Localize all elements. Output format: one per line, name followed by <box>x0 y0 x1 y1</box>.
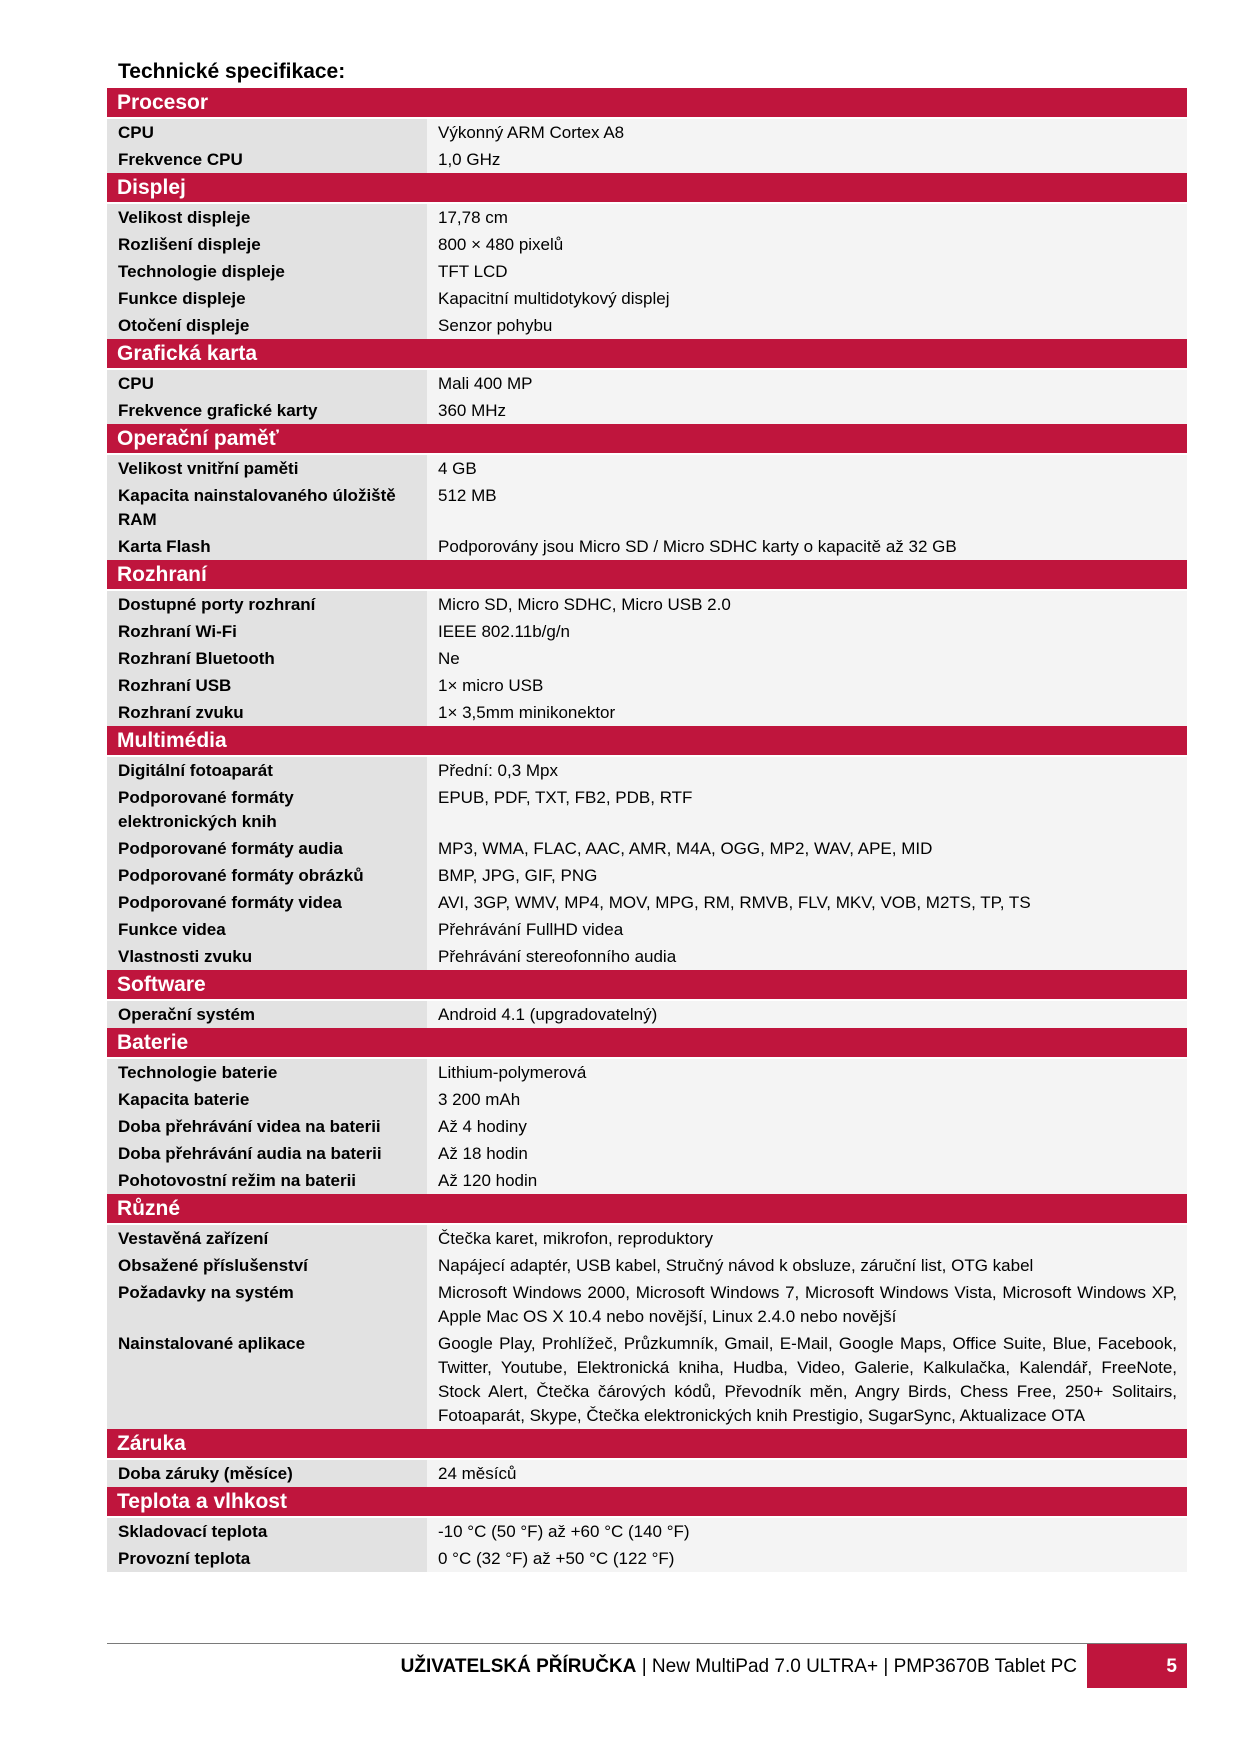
spec-label: Karta Flash <box>107 533 427 560</box>
spec-value: -10 °C (50 °F) až +60 °C (140 °F) <box>427 1517 1187 1545</box>
spec-value: Až 4 hodiny <box>427 1113 1187 1140</box>
spec-label: Kapacita baterie <box>107 1086 427 1113</box>
spec-label: Podporované formáty obrázků <box>107 862 427 889</box>
footer-text <box>401 1656 1077 1678</box>
spec-row <box>107 590 1187 618</box>
spec-row <box>107 835 1187 862</box>
spec-value: Lithium-polymerová <box>427 1058 1187 1086</box>
section-header <box>107 1028 1187 1058</box>
section-header-fill <box>427 173 1187 203</box>
spec-row <box>107 943 1187 970</box>
section-header <box>107 173 1187 203</box>
spec-row <box>107 756 1187 784</box>
spec-row <box>107 1086 1187 1113</box>
spec-label: Digitální fotoaparát <box>107 756 427 784</box>
spec-row <box>107 1113 1187 1140</box>
footer-separator: | <box>883 1656 889 1677</box>
spec-row <box>107 645 1187 672</box>
section-title: Software <box>107 970 427 1000</box>
spec-value: Až 18 hodin <box>427 1140 1187 1167</box>
footer-device: Tablet PC <box>994 1656 1077 1677</box>
spec-value: Až 120 hodin <box>427 1167 1187 1194</box>
spec-label: CPU <box>107 118 427 146</box>
spec-table <box>107 88 1187 1572</box>
spec-row <box>107 231 1187 258</box>
page-number: 5 <box>1087 1644 1187 1688</box>
spec-row <box>107 699 1187 726</box>
spec-label: Technologie baterie <box>107 1058 427 1086</box>
spec-label: Vlastnosti zvuku <box>107 943 427 970</box>
spec-value: Výkonný ARM Cortex A8 <box>427 118 1187 146</box>
spec-value: 360 MHz <box>427 397 1187 424</box>
spec-label: Funkce displeje <box>107 285 427 312</box>
spec-label: Rozlišení displeje <box>107 231 427 258</box>
spec-value: Google Play, Prohlížeč, Průzkumník, Gmail, E-Mail, Google Maps, Office Suite, Blue, Facebook, Twitter, Youtube, Elektronická kniha, Hudba, Video, Galerie, Kalkulačka, Kalendář, FreeNote, Stock Alert, Čtečka čárových kódů, Převodník měn, Angry Birds, Chess Free, 250+ Solitairs, Fotoaparát, Skype, Čtečka elektronických knih Prestigio, SugarSync, Aktualizace OTA <box>427 1330 1187 1429</box>
spec-value: Přehrávání FullHD videa <box>427 916 1187 943</box>
spec-row <box>107 1167 1187 1194</box>
spec-value: Microsoft Windows 2000, Microsoft Windows 7, Microsoft Windows Vista, Microsoft Windows XP, Apple Mac OS X 10.4 nebo novější, Linux 2.4.0 nebo novější <box>427 1279 1187 1330</box>
spec-value: Ne <box>427 645 1187 672</box>
spec-label: Požadavky na systém <box>107 1279 427 1330</box>
spec-row <box>107 1459 1187 1487</box>
section-header <box>107 560 1187 590</box>
section-header <box>107 339 1187 369</box>
spec-value: Kapacitní multidotykový displej <box>427 285 1187 312</box>
spec-label: Obsažené příslušenství <box>107 1252 427 1279</box>
spec-row <box>107 533 1187 560</box>
section-header <box>107 88 1187 118</box>
spec-row <box>107 862 1187 889</box>
spec-label: Podporované formáty videa <box>107 889 427 916</box>
page-footer <box>107 1643 1187 1677</box>
spec-row <box>107 397 1187 424</box>
section-header-fill <box>427 970 1187 1000</box>
spec-row <box>107 118 1187 146</box>
spec-label: Rozhraní USB <box>107 672 427 699</box>
spec-row <box>107 672 1187 699</box>
spec-label: Podporované formáty elektronických knih <box>107 784 427 835</box>
section-title: Teplota a vlhkost <box>107 1487 427 1517</box>
spec-value: MP3, WMA, FLAC, AAC, AMR, M4A, OGG, MP2, WAV, APE, MID <box>427 835 1187 862</box>
footer-manual-title: UŽIVATELSKÁ PŘÍRUČKA <box>400 1656 637 1677</box>
section-title: Procesor <box>107 88 427 118</box>
spec-row <box>107 618 1187 645</box>
spec-value: Senzor pohybu <box>427 312 1187 339</box>
spec-value: 17,78 cm <box>427 203 1187 231</box>
spec-value: 1,0 GHz <box>427 146 1187 173</box>
spec-value: Přehrávání stereofonního audia <box>427 943 1187 970</box>
spec-row <box>107 1058 1187 1086</box>
spec-value: TFT LCD <box>427 258 1187 285</box>
section-header <box>107 726 1187 756</box>
spec-value: 3 200 mAh <box>427 1086 1187 1113</box>
section-title: Různé <box>107 1194 427 1224</box>
spec-label: Otočení displeje <box>107 312 427 339</box>
spec-row <box>107 258 1187 285</box>
spec-label: Technologie displeje <box>107 258 427 285</box>
spec-label: Velikost displeje <box>107 203 427 231</box>
spec-row <box>107 482 1187 533</box>
section-header-fill <box>427 1487 1187 1517</box>
spec-label: Kapacita nainstalovaného úložiště RAM <box>107 482 427 533</box>
spec-label: Skladovací teplota <box>107 1517 427 1545</box>
section-title: Grafická karta <box>107 339 427 369</box>
spec-label: Dostupné porty rozhraní <box>107 590 427 618</box>
spec-label: Operační systém <box>107 1000 427 1028</box>
section-title: Multimédia <box>107 726 427 756</box>
spec-row <box>107 369 1187 397</box>
spec-label: Vestavěná zařízení <box>107 1224 427 1252</box>
section-header-fill <box>427 726 1187 756</box>
spec-label: Doba záruky (měsíce) <box>107 1459 427 1487</box>
spec-table-body <box>107 88 1187 1572</box>
spec-row <box>107 1000 1187 1028</box>
spec-value: Android 4.1 (upgradovatelný) <box>427 1000 1187 1028</box>
spec-label: Rozhraní zvuku <box>107 699 427 726</box>
section-header-fill <box>427 1429 1187 1459</box>
spec-label: Doba přehrávání videa na baterii <box>107 1113 427 1140</box>
spec-row <box>107 1224 1187 1252</box>
spec-row <box>107 889 1187 916</box>
spec-value: BMP, JPG, GIF, PNG <box>427 862 1187 889</box>
section-header <box>107 1429 1187 1459</box>
spec-value: Mali 400 MP <box>427 369 1187 397</box>
spec-value: 512 MB <box>427 482 1187 533</box>
spec-label: Provozní teplota <box>107 1545 427 1572</box>
spec-value: 0 °C (32 °F) až +50 °C (122 °F) <box>427 1545 1187 1572</box>
spec-value: Micro SD, Micro SDHC, Micro USB 2.0 <box>427 590 1187 618</box>
section-header <box>107 424 1187 454</box>
spec-row <box>107 1279 1187 1330</box>
footer-product: New MultiPad 7.0 ULTRA+ <box>651 1656 879 1677</box>
spec-row <box>107 1517 1187 1545</box>
section-title: Záruka <box>107 1429 427 1459</box>
spec-value: 1× micro USB <box>427 672 1187 699</box>
footer-model: PMP3670B <box>893 1656 990 1677</box>
footer-separator: | <box>641 1656 647 1677</box>
spec-row <box>107 1330 1187 1429</box>
spec-value: Napájecí adaptér, USB kabel, Stručný návod k obsluze, záruční list, OTG kabel <box>427 1252 1187 1279</box>
spec-row <box>107 146 1187 173</box>
section-title: Baterie <box>107 1028 427 1058</box>
spec-label: Velikost vnitřní paměti <box>107 454 427 482</box>
section-title: Rozhraní <box>107 560 427 590</box>
spec-label: Frekvence CPU <box>107 146 427 173</box>
spec-row <box>107 916 1187 943</box>
spec-label: Nainstalované aplikace <box>107 1330 427 1429</box>
spec-label: Funkce videa <box>107 916 427 943</box>
spec-value: 24 měsíců <box>427 1459 1187 1487</box>
spec-value: 1× 3,5mm minikonektor <box>427 699 1187 726</box>
section-title: Operační paměť <box>107 424 427 454</box>
section-header-fill <box>427 1028 1187 1058</box>
spec-label: Doba přehrávání audia na baterii <box>107 1140 427 1167</box>
spec-row <box>107 312 1187 339</box>
section-header-fill <box>427 88 1187 118</box>
spec-label: CPU <box>107 369 427 397</box>
section-header <box>107 1194 1187 1224</box>
spec-value: Čtečka karet, mikrofon, reproduktory <box>427 1224 1187 1252</box>
spec-label: Frekvence grafické karty <box>107 397 427 424</box>
spec-row <box>107 1252 1187 1279</box>
spec-label: Podporované formáty audia <box>107 835 427 862</box>
section-header <box>107 970 1187 1000</box>
page-title: Technické specifikace: <box>118 60 346 83</box>
section-header-fill <box>427 339 1187 369</box>
section-header <box>107 1487 1187 1517</box>
spec-value: EPUB, PDF, TXT, FB2, PDB, RTF <box>427 784 1187 835</box>
section-header-fill <box>427 424 1187 454</box>
spec-row <box>107 784 1187 835</box>
spec-value: 800 × 480 pixelů <box>427 231 1187 258</box>
spec-label: Rozhraní Bluetooth <box>107 645 427 672</box>
spec-label: Rozhraní Wi-Fi <box>107 618 427 645</box>
section-title: Displej <box>107 173 427 203</box>
spec-value: Podporovány jsou Micro SD / Micro SDHC karty o kapacitě až 32 GB <box>427 533 1187 560</box>
spec-row <box>107 285 1187 312</box>
spec-row <box>107 1140 1187 1167</box>
spec-value: 4 GB <box>427 454 1187 482</box>
spec-value: Přední: 0,3 Mpx <box>427 756 1187 784</box>
section-header-fill <box>427 1194 1187 1224</box>
spec-row <box>107 203 1187 231</box>
section-header-fill <box>427 560 1187 590</box>
spec-value: IEEE 802.11b/g/n <box>427 618 1187 645</box>
spec-value: AVI, 3GP, WMV, MP4, MOV, MPG, RM, RMVB, FLV, MKV, VOB, M2TS, TP, TS <box>427 889 1187 916</box>
spec-label: Pohotovostní režim na baterii <box>107 1167 427 1194</box>
spec-row <box>107 454 1187 482</box>
spec-row <box>107 1545 1187 1572</box>
